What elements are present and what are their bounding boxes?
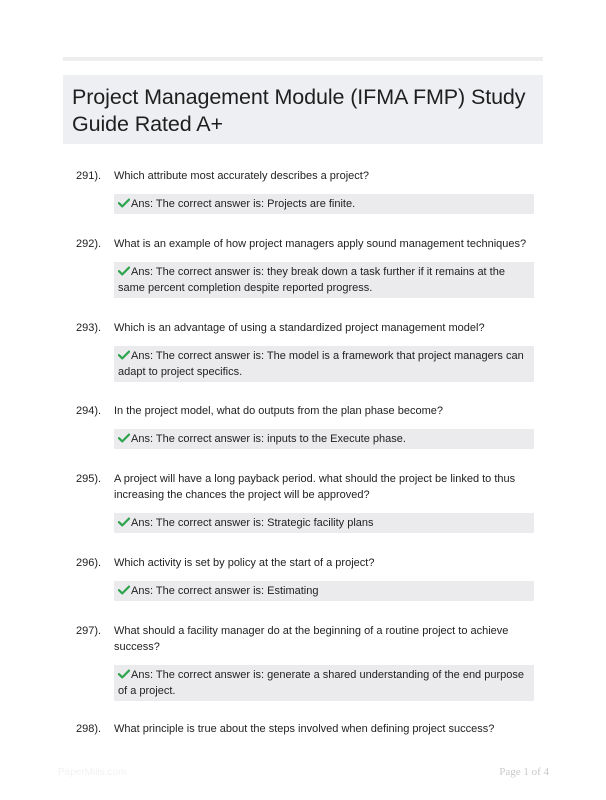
title-banner bbox=[63, 75, 543, 144]
question-number: 292). bbox=[76, 238, 102, 250]
answer-box bbox=[114, 346, 534, 382]
check-icon bbox=[118, 669, 130, 679]
answer-text: Ans: The correct answer is: Strategic facility plans bbox=[131, 517, 374, 529]
check-icon bbox=[118, 585, 130, 595]
answer-box bbox=[114, 262, 534, 298]
check-icon bbox=[118, 517, 130, 527]
check-icon bbox=[118, 433, 130, 443]
question-number: 296). bbox=[76, 557, 102, 569]
question-number: 293). bbox=[76, 322, 102, 334]
question-text: What should a facility manager do at the beginning of a routine project to achieve success? bbox=[114, 625, 509, 653]
answer-text: Ans: The correct answer is: generate a shared understanding of the end purpose of a project. bbox=[118, 669, 524, 697]
answer-box bbox=[114, 581, 534, 601]
answer-text: Ans: The correct answer is: inputs to the Execute phase. bbox=[131, 433, 406, 445]
question-number: 291). bbox=[76, 170, 102, 182]
answer-box bbox=[114, 513, 534, 533]
question-number: 294). bbox=[76, 405, 102, 417]
question-text: What principle is true about the steps involved when defining project success? bbox=[114, 723, 495, 735]
page-title: Project Management Module (IFMA FMP) Study Guide Rated A+ bbox=[72, 85, 526, 136]
question-text: Which activity is set by policy at the start of a project? bbox=[114, 557, 375, 569]
answer-text: Ans: The correct answer is: The model is a framework that project managers can adapt to project specifics. bbox=[118, 350, 524, 378]
question-text: Which attribute most accurately describes a project? bbox=[114, 170, 369, 182]
top-divider bbox=[63, 57, 543, 61]
answer-text: Ans: The correct answer is: Estimating bbox=[131, 585, 319, 597]
footer-watermark: PaperMills.com bbox=[58, 767, 127, 778]
answer-text: Ans: The correct answer is: they break down a task further if it remains at the same percent completion despite reported progress. bbox=[118, 266, 505, 294]
check-icon bbox=[118, 266, 130, 276]
question-number: 295). bbox=[76, 473, 102, 485]
question-text: What is an example of how project managers apply sound management techniques? bbox=[114, 238, 527, 250]
check-icon bbox=[118, 198, 130, 208]
answer-box bbox=[114, 665, 534, 701]
question-text: In the project model, what do outputs from the plan phase become? bbox=[114, 405, 443, 417]
answer-text: Ans: The correct answer is: Projects are finite. bbox=[131, 198, 356, 210]
answer-box bbox=[114, 194, 534, 214]
page-number: Page 1 of 4 bbox=[499, 766, 549, 778]
check-icon bbox=[118, 350, 130, 360]
question-text: Which is an advantage of using a standardized project management model? bbox=[114, 322, 485, 334]
question-number: 298). bbox=[76, 723, 102, 735]
answer-box bbox=[114, 429, 534, 449]
question-text: A project will have a long payback period. what should the project be linked to thus increasing the chances the project will be approved? bbox=[114, 473, 516, 501]
question-number: 297). bbox=[76, 625, 102, 637]
